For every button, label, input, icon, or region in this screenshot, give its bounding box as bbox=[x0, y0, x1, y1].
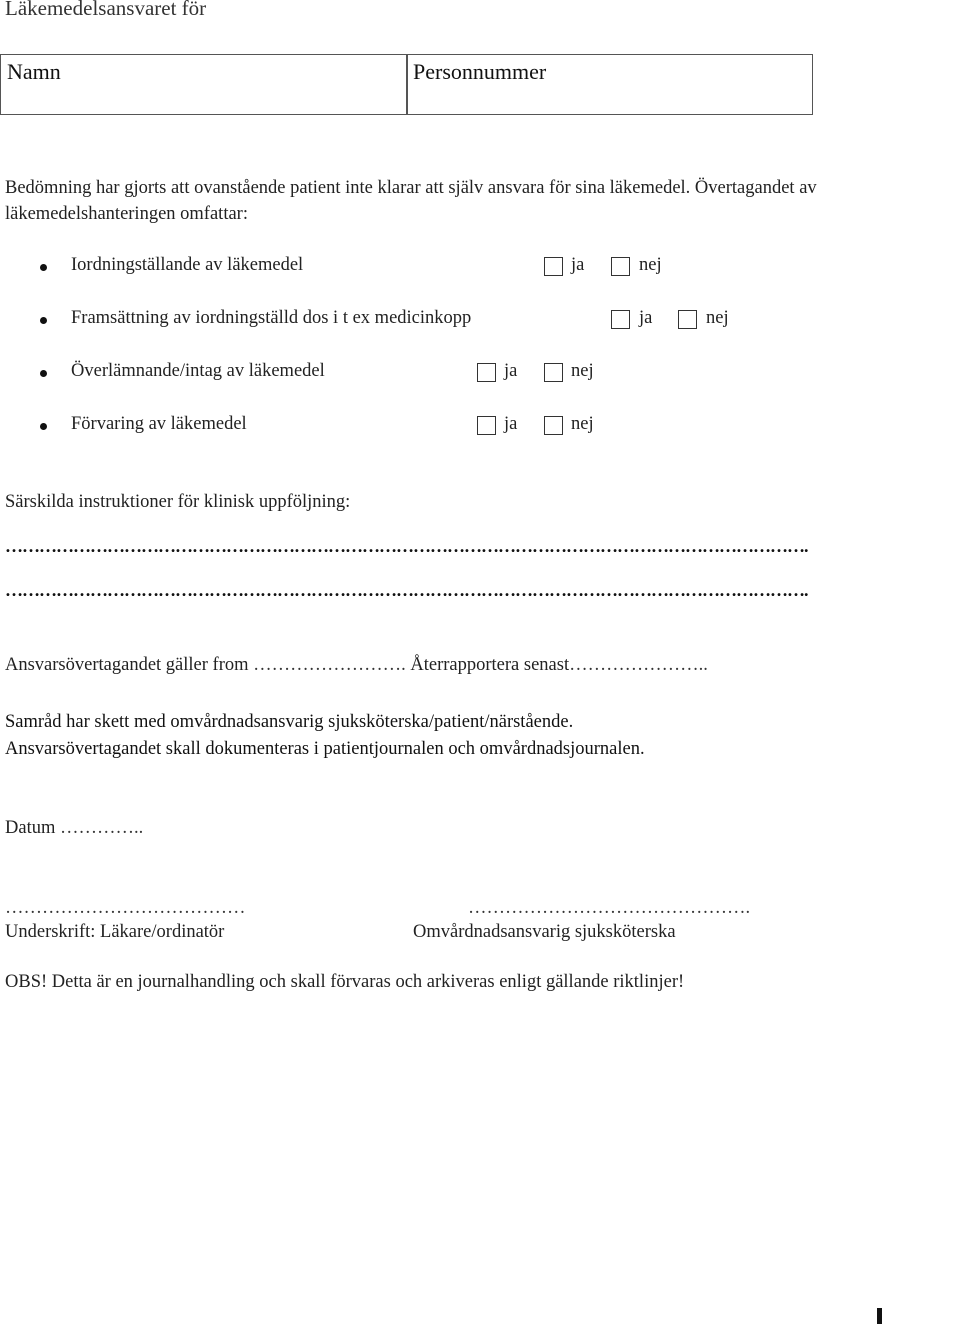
instructions-line-2[interactable]: ……………………………………………………………………………………………………………………………. bbox=[5, 580, 808, 600]
date-row bbox=[5, 818, 143, 839]
bullet-icon bbox=[40, 317, 47, 324]
task-label: Iordningställande av läkemedel bbox=[71, 255, 304, 275]
consultation-note: Samråd har skett med omvårdnadsansvarig sjuksköterska/patient/närstående. bbox=[5, 712, 574, 732]
name-label: Namn bbox=[7, 59, 61, 84]
no-checkbox[interactable] bbox=[611, 257, 630, 276]
page-title: Läkemedelsansvaret för bbox=[5, 0, 207, 20]
task-row bbox=[0, 255, 700, 281]
doctor-signature-label: Underskrift: Läkare/ordinatör bbox=[5, 922, 225, 942]
no-label: nej bbox=[639, 255, 662, 275]
task-row bbox=[0, 361, 640, 387]
validity-row bbox=[5, 655, 708, 676]
task-label: Framsättning av iordningställd dos i t ex medicinkopp bbox=[71, 308, 472, 328]
yes-label: ja bbox=[504, 414, 518, 434]
task-row bbox=[0, 308, 760, 334]
no-checkbox[interactable] bbox=[544, 416, 563, 435]
validity-from-field[interactable]: ……………………. bbox=[253, 655, 406, 675]
yes-label: ja bbox=[639, 308, 653, 328]
nurse-signature-label: Omvårdnadsansvarig sjuksköterska bbox=[413, 922, 676, 942]
yes-checkbox[interactable] bbox=[611, 310, 630, 329]
instructions-label: Särskilda instruktioner för klinisk uppföljning: bbox=[5, 492, 351, 512]
task-label: Överlämnande/intag av läkemedel bbox=[71, 361, 325, 381]
intro-text: Bedömning har gjorts att ovanstående patient inte klarar att själv ansvara för sina läkemedel. Övertagandet av läkemedelshanteringen omfattar: bbox=[5, 178, 817, 224]
no-checkbox[interactable] bbox=[678, 310, 697, 329]
yes-label: ja bbox=[571, 255, 585, 275]
documentation-note: Ansvarsövertagandet skall dokumenteras i patientjournalen och omvårdnadsjournalen. bbox=[5, 739, 645, 759]
page-mark bbox=[877, 1308, 882, 1324]
report-deadline-label: Återrapportera senast bbox=[410, 655, 570, 675]
yes-label: ja bbox=[504, 361, 518, 381]
date-label: Datum bbox=[5, 818, 56, 838]
date-field[interactable]: ………….. bbox=[59, 818, 144, 838]
bullet-icon bbox=[40, 264, 47, 271]
no-checkbox[interactable] bbox=[544, 363, 563, 382]
yes-checkbox[interactable] bbox=[477, 416, 496, 435]
no-label: nej bbox=[706, 308, 729, 328]
validity-from-label: Ansvarsövertagandet gäller from bbox=[5, 655, 249, 675]
yes-checkbox[interactable] bbox=[544, 257, 563, 276]
report-deadline-field[interactable]: ………………….. bbox=[569, 655, 708, 675]
obs-note: OBS! Detta är en journalhandling och skall förvaras och arkiveras enligt gällande riktlinjer! bbox=[5, 972, 685, 992]
nurse-signature-line[interactable]: ………………………………………. bbox=[468, 898, 751, 918]
bullet-icon bbox=[40, 370, 47, 377]
task-label: Förvaring av läkemedel bbox=[71, 414, 247, 434]
instructions-line-1[interactable]: ……………………………………………………………………………………………………………………………. bbox=[5, 536, 808, 556]
task-row bbox=[0, 414, 640, 440]
name-field[interactable] bbox=[0, 54, 408, 115]
no-label: nej bbox=[571, 361, 594, 381]
no-label: nej bbox=[571, 414, 594, 434]
personal-number-label: Personnummer bbox=[413, 59, 547, 84]
personal-number-field[interactable] bbox=[406, 54, 813, 115]
yes-checkbox[interactable] bbox=[477, 363, 496, 382]
bullet-icon bbox=[40, 423, 47, 430]
doctor-signature-line[interactable]: ………………………………… bbox=[5, 898, 246, 918]
